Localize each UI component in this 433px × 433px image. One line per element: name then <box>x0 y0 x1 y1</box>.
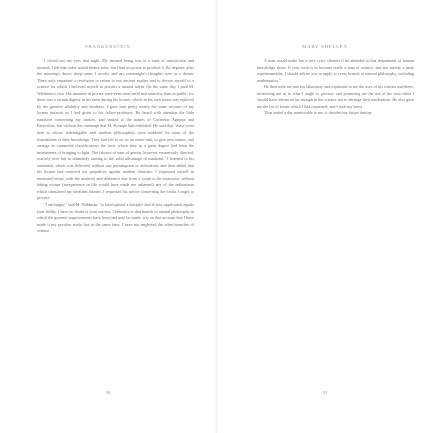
left-page-body <box>37 58 194 384</box>
page-number-right: 51 <box>322 390 328 395</box>
running-head-left: FRANKENSTEIN <box>85 44 131 49</box>
left-paragraph-2: "I am happy," said M. Waldman, "to have gained a disciple; and if your application equals your ability, I have no doubt of your success. Chemistry is that branch of natural philosophy in which the greatest improvements have been and may be made: it is on that account that I have made it my peculiar study; but at the same time, I have not neglected the other branches of science. <box>37 202 194 234</box>
right-paragraph-1: A man would make but a very sorry chemist if he attended to that department of human knowledge alone. If your wish is to become really a man of science, and not merely a petty experimentalist, I should advise you to apply to every branch of natural philosophy, including mathematics." <box>257 58 414 83</box>
page-number-left: 50 <box>105 390 111 395</box>
running-head-right: MARY SHELLEY <box>302 44 348 49</box>
left-paragraph-1: I closed not my eyes that night. My internal being was in a state of insurrection and turmoil; I felt that order would thence arise, but I had no power to produce it. By degrees, after the morning's dawn, sleep came. I awoke, and my yesternight's thoughts were as a dream. There only remained a resolution to return to my ancient studies and to devote myself to a science for which I believed myself to possess a natural talent. On the same day, I paid M. Waldman a visit. His manners in private were even more mild and attractive than in public; for there was a certain dignity in his mien during his lecture, which in his own house was replaced by the greatest affability and kindness. I gave him pretty nearly the same account of my former pursuits as I had given to his fellow-professor. He heard with attention the little narration concerning my studies, and smiled at the names of Cornelius Agrippa and Paracelsus, but without the contempt that M. Krempe had exhibited. He said that "these were men to whose indefatigable zeal modern philosophers were indebted for most of the foundations of their knowledge. They had left to us, as an easier task, to give new names, and arrange in connected classifications the facts which they in a great degree had been the instruments of bringing to light. The labours of men of genius, however erroneously directed, scarcely ever fail in ultimately turning to the solid advantage of mankind." I listened to his statement, which was delivered without any presumption or affectation; and then added that his lecture had removed my prejudices against modern chemists; I expressed myself in measured terms, with the modesty and deference due from a youth to his instructor, without letting escape (inexperience in life would have made me ashamed) any of the enthusiasm which stimulated my intended labours. I requested his advice concerning the books I ought to procure. <box>37 58 194 201</box>
right-paragraph-2: He then took me into his laboratory and explained to me the uses of his various machines; instructing me as to what I ought to procure, and promising me the use of his own when I should have advanced far enough in the science not to derange their mechanism. He also gave me the list of books which I had requested; and I took my leave. <box>257 84 414 109</box>
right-page-body <box>257 58 414 198</box>
left-page <box>0 0 216 433</box>
right-page <box>217 0 433 433</box>
right-paragraph-3: Thus ended a day memorable to me: it decided my future destiny. <box>264 110 373 116</box>
